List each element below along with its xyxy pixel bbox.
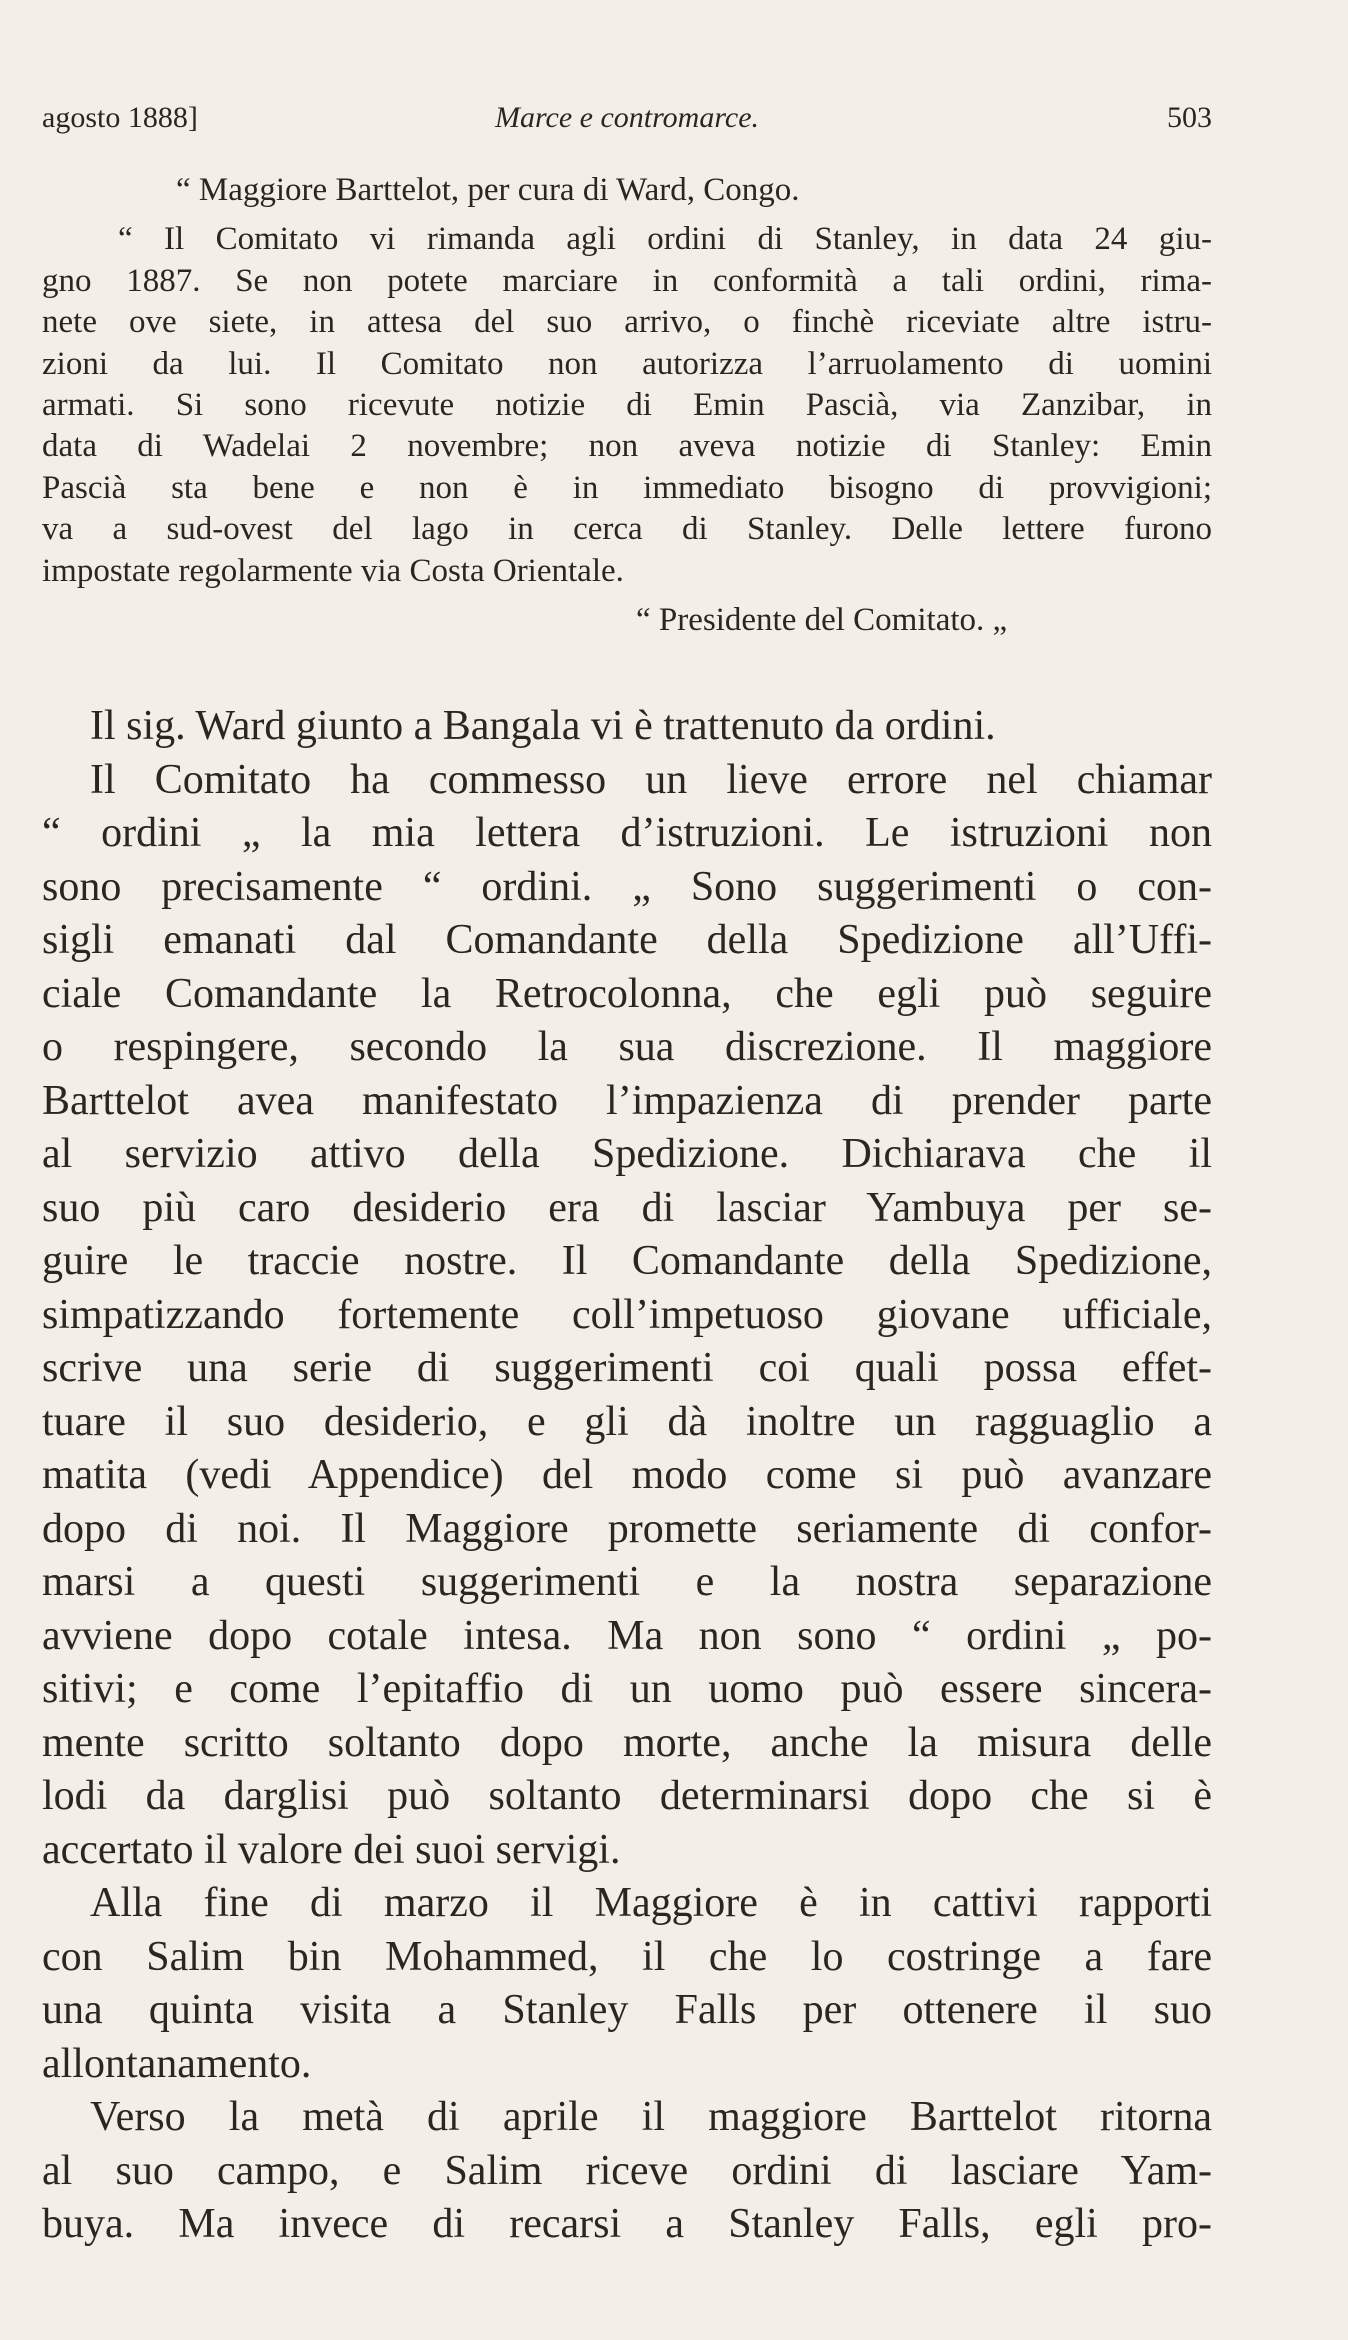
text-line: mente scritto soltanto dopo morte, anche la misura delle xyxy=(42,1719,1212,1766)
text-line: ciale Comandante la Retrocolonna, che egli può seguire xyxy=(42,970,1212,1017)
paragraph xyxy=(42,754,1212,1878)
text-line: “ ordini „ la mia lettera d’istruzioni. Le istruzioni non xyxy=(42,810,1212,856)
running-head xyxy=(42,96,1212,140)
text-line: lodi da darglisi può soltanto determinarsi dopo che si è xyxy=(42,1773,1212,1819)
text-line: sitivi; e come l’epitaffio di un uomo può essere sincera- xyxy=(42,1666,1212,1712)
text-line: una quinta visita a Stanley Falls per ottenere il suo xyxy=(42,1987,1212,2033)
text-line: scrive una serie di suggerimenti coi quali possa effet- xyxy=(42,1345,1212,1391)
text-line: accertato il valore dei suoi servigi. xyxy=(42,1826,621,1873)
text-line: Barttelot avea manifestato l’impazienza di prender parte xyxy=(42,1077,1212,1124)
telegram-line: va a sud-ovest del lago in cerca di Stanley. Delle lettere furono xyxy=(42,511,1212,548)
telegram-line: armati. Si sono ricevute notizie di Emin Pascià, via Zanzibar, in xyxy=(42,387,1212,424)
text-line: con Salim bin Mohammed, il che lo costringe a fare xyxy=(42,1933,1212,1980)
text-line: allontanamento. xyxy=(42,2040,312,2087)
text-line: tuare il suo desiderio, e gli dà inoltre un ragguaglio a xyxy=(42,1398,1212,1445)
text-line: guire le traccie nostre. Il Comandante della Spedizione, xyxy=(42,1238,1212,1284)
quoted-telegram xyxy=(42,170,1212,641)
text-line: al servizio attivo della Spedizione. Dichiarava che il xyxy=(42,1131,1212,1177)
text-line: matita (vedi Appendice) del modo come si può avanzare xyxy=(42,1452,1212,1498)
text-line: marsi a questi suggerimenti e la nostra separazione xyxy=(42,1559,1212,1605)
running-head-chapter-title: Marce e contromarce. xyxy=(494,101,760,134)
telegram-line: “ Il Comitato vi rimanda agli ordini di Stanley, in data 24 giu- xyxy=(118,221,1212,258)
telegram-line: zioni da lui. Il Comitato non autorizza l’arruolamento di uomini xyxy=(42,345,1212,382)
text-line: Il sig. Ward giunto a Bangala vi è trattenuto da ordini. xyxy=(90,703,996,749)
paragraph xyxy=(42,1877,1212,2091)
text-line: dopo di noi. Il Maggiore promette seriamente di confor- xyxy=(42,1505,1212,1552)
text-line: sigli emanati dal Comandante della Spedizione all’Uffi- xyxy=(42,917,1212,963)
text-line: avviene dopo cotale intesa. Ma non sono “ ordini „ po- xyxy=(42,1612,1212,1659)
text-line: Verso la metà di aprile il maggiore Barttelot ritorna xyxy=(90,2094,1212,2140)
text-line: buya. Ma invece di recarsi a Stanley Falls, egli pro- xyxy=(42,2201,1212,2247)
paragraph xyxy=(42,2091,1212,2252)
telegram-line: impostate regolarmente via Costa Orientale. xyxy=(42,552,624,589)
text-line: suo più caro desiderio era di lasciar Yambuya per se- xyxy=(42,1184,1212,1231)
telegram-line: data di Wadelai 2 novembre; non aveva notizie di Stanley: Emin xyxy=(42,428,1212,465)
running-head-date: agosto 1888] xyxy=(42,101,198,134)
narrative-text xyxy=(42,700,1212,2252)
book-page xyxy=(42,0,1212,2340)
telegram-line: Pascià sta bene e non è in immediato bisogno di provvigioni; xyxy=(42,469,1212,506)
telegram-line: gno 1887. Se non potete marciare in conformità a tali ordini, rima- xyxy=(42,262,1212,299)
text-line: Il Comitato ha commesso un lieve errore nel chiamar xyxy=(90,756,1212,803)
paragraph xyxy=(42,700,1212,754)
telegram-address: “ Maggiore Barttelot, per cura di Ward, Congo. xyxy=(176,172,800,208)
text-line: simpatizzando fortemente coll’impetuoso giovane ufficiale, xyxy=(42,1291,1212,1338)
text-line: o respingere, secondo la sua discrezione. Il maggiore xyxy=(42,1024,1212,1070)
text-line: al suo campo, e Salim riceve ordini di lasciare Yam- xyxy=(42,2147,1212,2194)
text-line: sono precisamente “ ordini. „ Sono suggerimenti o con- xyxy=(42,863,1212,910)
page-number: 503 xyxy=(1167,101,1212,134)
text-line: Alla fine di marzo il Maggiore è in cattivi rapporti xyxy=(90,1880,1212,1926)
telegram-line: nete ove siete, in attesa del suo arrivo, o finchè riceviate altre istru- xyxy=(42,304,1212,341)
telegram-body xyxy=(42,219,1212,592)
telegram-signature: “ Presidente del Comitato. „ xyxy=(636,602,1008,639)
